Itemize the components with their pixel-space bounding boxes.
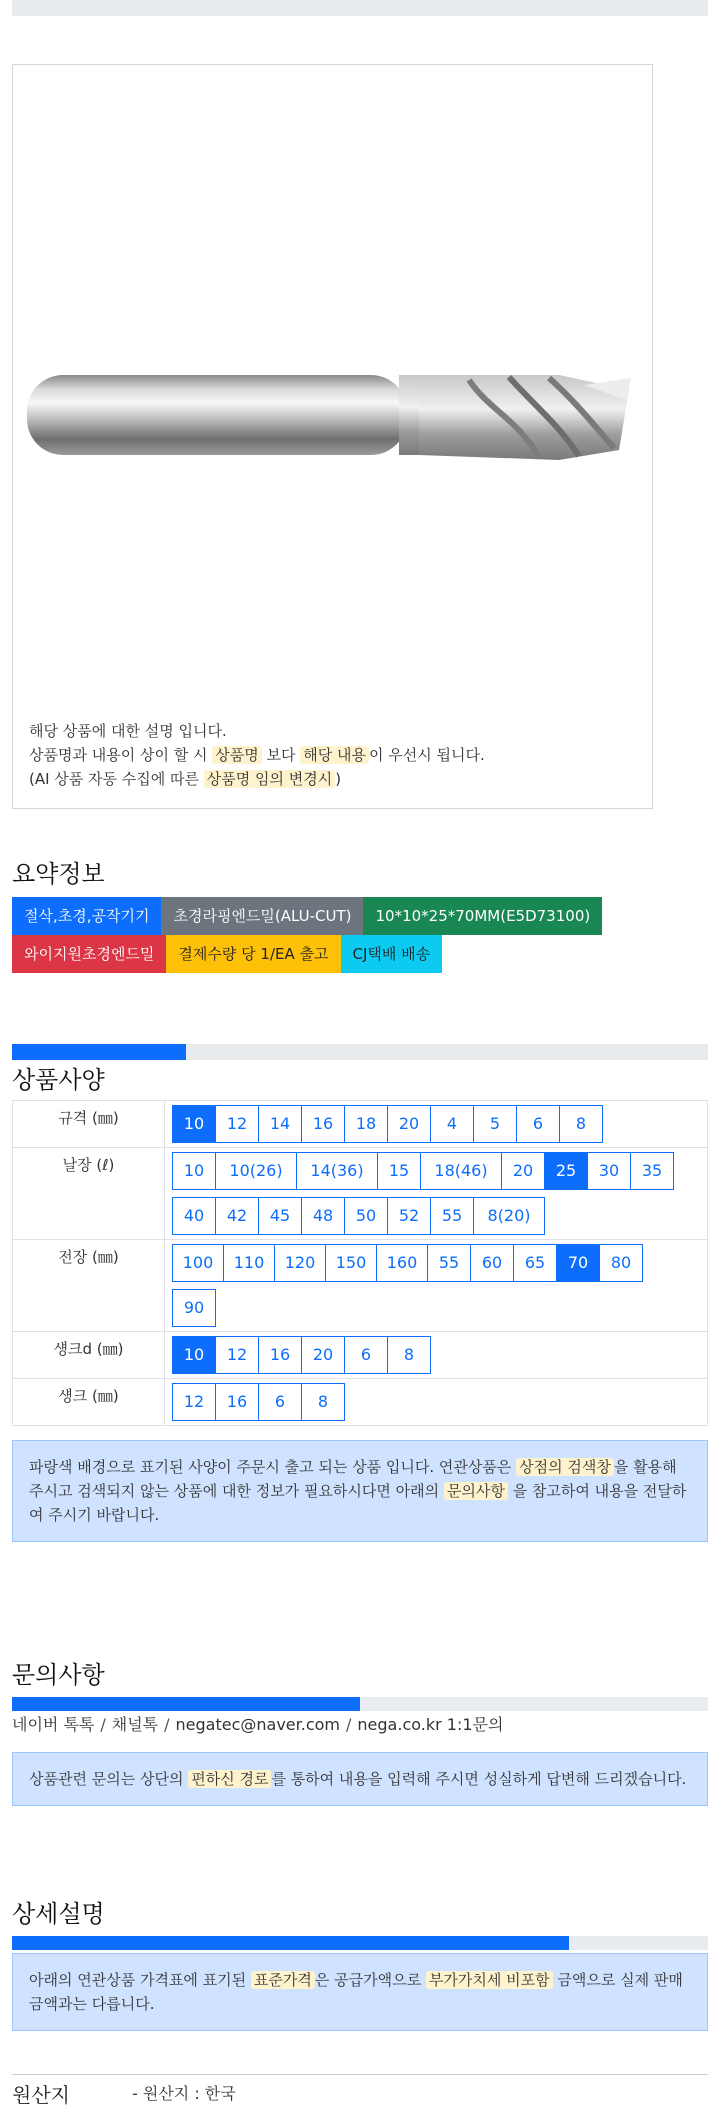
spec-option-button[interactable]: 100 — [172, 1244, 224, 1282]
contact-channeltalk[interactable]: 채널톡 — [111, 1715, 159, 1734]
spec-progress-bar — [12, 1044, 708, 1060]
spec-notice — [12, 1440, 708, 1542]
detail-progress-bar — [12, 1936, 708, 1950]
highlight-content: 해당 내용 — [300, 746, 369, 764]
top-bar — [12, 0, 708, 16]
spec-option-button[interactable]: 16 — [301, 1105, 345, 1143]
option-line — [172, 1383, 707, 1421]
spec-option-button[interactable]: 12 — [215, 1105, 259, 1143]
contact-email[interactable]: negatec@naver.com — [175, 1715, 341, 1734]
spec-option-button[interactable]: 48 — [301, 1197, 345, 1235]
spec-option-button[interactable]: 150 — [325, 1244, 377, 1282]
contact-channels — [12, 1712, 503, 1735]
inquiry-progress-bar — [12, 1697, 708, 1711]
inquiry-title: 문의사항 — [12, 1661, 105, 1689]
highlight-route: 편하신 경로 — [188, 1770, 271, 1788]
highlight-name-change: 상품명 임의 변경시 — [204, 770, 335, 788]
spec-row — [13, 1240, 708, 1332]
badge-brand: 와이지원초경엔드밀 — [12, 935, 166, 973]
spec-option-button[interactable]: 8(20) — [473, 1197, 545, 1235]
detail-notice — [12, 1953, 708, 2031]
description-line-2 — [29, 743, 485, 767]
spec-option-button[interactable]: 20 — [501, 1152, 545, 1190]
description-text: 이 우선시 됩니다. — [368, 746, 485, 764]
inquiry-notice — [12, 1752, 708, 1806]
separator: / — [346, 1715, 352, 1734]
spec-row-options — [165, 1148, 708, 1240]
spec-option-button[interactable]: 5 — [473, 1105, 517, 1143]
spec-option-button[interactable]: 110 — [223, 1244, 275, 1282]
description-text: 상품명과 내용이 상이 할 시 — [29, 746, 213, 764]
endmill-product-image — [19, 330, 647, 500]
contact-naver-talktalk[interactable]: 네이버 톡톡 — [12, 1715, 95, 1734]
spec-option-button[interactable]: 8 — [301, 1383, 345, 1421]
origin-value: - 원산지 : 한국 — [132, 2084, 236, 2103]
spec-option-button[interactable]: 10 — [172, 1105, 216, 1143]
description-line-1: 해당 상품에 대한 설명 입니다. — [29, 722, 227, 740]
spec-row — [13, 1379, 708, 1426]
spec-option-button[interactable]: 12 — [172, 1383, 216, 1421]
spec-title: 상품사양 — [12, 1066, 105, 1094]
spec-option-button[interactable]: 55 — [430, 1197, 474, 1235]
badge-product-type: 초경라핑엔드밀(ALU-CUT) — [161, 897, 363, 935]
spec-option-button[interactable]: 45 — [258, 1197, 302, 1235]
highlight-vat-excluded: 부가가치세 비포함 — [426, 1971, 553, 1989]
spec-table — [12, 1100, 708, 1426]
spec-option-button[interactable]: 4 — [430, 1105, 474, 1143]
spec-option-button[interactable]: 60 — [470, 1244, 514, 1282]
spec-option-button[interactable]: 35 — [630, 1152, 674, 1190]
spec-option-button[interactable]: 10 — [172, 1152, 216, 1190]
spec-option-button[interactable]: 65 — [513, 1244, 557, 1282]
spec-option-button[interactable]: 90 — [172, 1289, 216, 1327]
spec-row-label: 섕크 (㎜) — [13, 1379, 165, 1426]
notice-text: 을 참고하여 내용을 전달하여 주시기 바랍니다. — [29, 1482, 687, 1524]
spec-option-button[interactable]: 12 — [215, 1336, 259, 1374]
highlight-search-box: 상점의 검색창 — [516, 1458, 614, 1476]
spec-row — [13, 1101, 708, 1148]
spec-option-button[interactable]: 70 — [556, 1244, 600, 1282]
option-line — [172, 1289, 707, 1327]
spec-option-button[interactable]: 20 — [301, 1336, 345, 1374]
highlight-product-name: 상품명 — [212, 746, 261, 764]
summary-badges-row-2 — [12, 935, 708, 973]
spec-option-button[interactable]: 30 — [587, 1152, 631, 1190]
spec-option-button[interactable]: 10(26) — [215, 1152, 297, 1190]
spec-option-button[interactable]: 55 — [427, 1244, 471, 1282]
badge-model: 10*10*25*70MM(E5D73100) — [363, 897, 602, 935]
contact-website-inquiry[interactable]: nega.co.kr 1:1문의 — [357, 1715, 504, 1734]
notice-text: 을 활용해 주시고 검색되지 않는 상품에 대한 정보가 필요하시다면 아래의 — [29, 1458, 677, 1500]
spec-option-button[interactable]: 160 — [376, 1244, 428, 1282]
notice-text: 파랑색 배경으로 표기된 사양이 주문시 출고 되는 상품 입니다. 연관상품은 — [29, 1458, 517, 1476]
notice-text: 상품관련 문의는 상단의 — [29, 1770, 189, 1788]
detail-title: 상세설명 — [12, 1900, 105, 1928]
origin-label: 원산지 — [12, 2083, 70, 2105]
spec-row-label: 전장 (㎜) — [13, 1240, 165, 1332]
spec-option-button[interactable]: 50 — [344, 1197, 388, 1235]
spec-row — [13, 1148, 708, 1240]
highlight-standard-price: 표준가격 — [251, 1971, 315, 1989]
spec-row-label: 섕크d (㎜) — [13, 1332, 165, 1379]
description-line-3 — [29, 767, 485, 791]
badge-category: 절삭,초경,공작기기 — [12, 897, 161, 935]
summary-badges-row-1 — [12, 897, 708, 935]
spec-option-button[interactable]: 10 — [172, 1336, 216, 1374]
spec-option-button[interactable]: 120 — [274, 1244, 326, 1282]
spec-option-button[interactable]: 14 — [258, 1105, 302, 1143]
product-card — [12, 64, 653, 809]
spec-row-label: 규격 (㎜) — [13, 1101, 165, 1148]
spec-row-options — [165, 1379, 708, 1426]
spec-option-button[interactable]: 40 — [172, 1197, 216, 1235]
spec-option-button[interactable]: 18 — [344, 1105, 388, 1143]
spec-progress-fill — [12, 1044, 186, 1060]
spec-option-button[interactable]: 6 — [258, 1383, 302, 1421]
summary-title: 요약정보 — [12, 860, 105, 888]
spec-row-options — [165, 1240, 708, 1332]
option-line — [172, 1105, 707, 1143]
notice-text: 금액으로 실제 판매금액과는 다릅니다. — [29, 1971, 683, 2013]
notice-text: 은 공급가액으로 — [314, 1971, 426, 1989]
notice-text: 아래의 연관상품 가격표에 표기된 — [29, 1971, 251, 1989]
product-description — [29, 719, 485, 791]
spec-option-button[interactable]: 25 — [544, 1152, 588, 1190]
spec-option-button[interactable]: 80 — [599, 1244, 643, 1282]
highlight-inquiry: 문의사항 — [444, 1482, 508, 1500]
inquiry-progress-fill — [12, 1697, 360, 1711]
separator: / — [100, 1715, 106, 1734]
spec-option-button[interactable]: 52 — [387, 1197, 431, 1235]
spec-option-button[interactable]: 14(36) — [296, 1152, 378, 1190]
spec-option-button[interactable]: 6 — [516, 1105, 560, 1143]
spec-option-button[interactable]: 42 — [215, 1197, 259, 1235]
notice-text: 를 통하여 내용을 입력해 주시면 성실하게 답변해 드리겠습니다. — [271, 1770, 687, 1788]
option-line — [172, 1336, 707, 1374]
spec-option-button[interactable]: 20 — [387, 1105, 431, 1143]
spec-option-button[interactable]: 8 — [559, 1105, 603, 1143]
spec-option-button[interactable]: 18(46) — [420, 1152, 502, 1190]
spec-row-label: 날장 (ℓ) — [13, 1148, 165, 1240]
spec-row-options — [165, 1332, 708, 1379]
spec-option-button[interactable]: 15 — [377, 1152, 421, 1190]
spec-row — [13, 1332, 708, 1379]
option-line — [172, 1152, 707, 1190]
spec-option-button[interactable]: 6 — [344, 1336, 388, 1374]
description-text: (AI 상품 자동 수집에 따른 — [29, 770, 204, 788]
description-text: 보다 — [261, 746, 301, 764]
separator: / — [164, 1715, 170, 1734]
badge-quantity: 결제수량 당 1/EA 출고 — [166, 935, 340, 973]
detail-progress-fill — [12, 1936, 569, 1950]
description-text: ) — [335, 770, 342, 788]
option-line — [172, 1244, 707, 1282]
spec-row-options — [165, 1101, 708, 1148]
spec-option-button[interactable]: 16 — [258, 1336, 302, 1374]
spec-option-button[interactable]: 16 — [215, 1383, 259, 1421]
badge-shipping: CJ택배 배송 — [341, 935, 443, 973]
spec-option-button[interactable]: 8 — [387, 1336, 431, 1374]
origin-row — [12, 2074, 708, 2105]
option-line — [172, 1197, 707, 1235]
